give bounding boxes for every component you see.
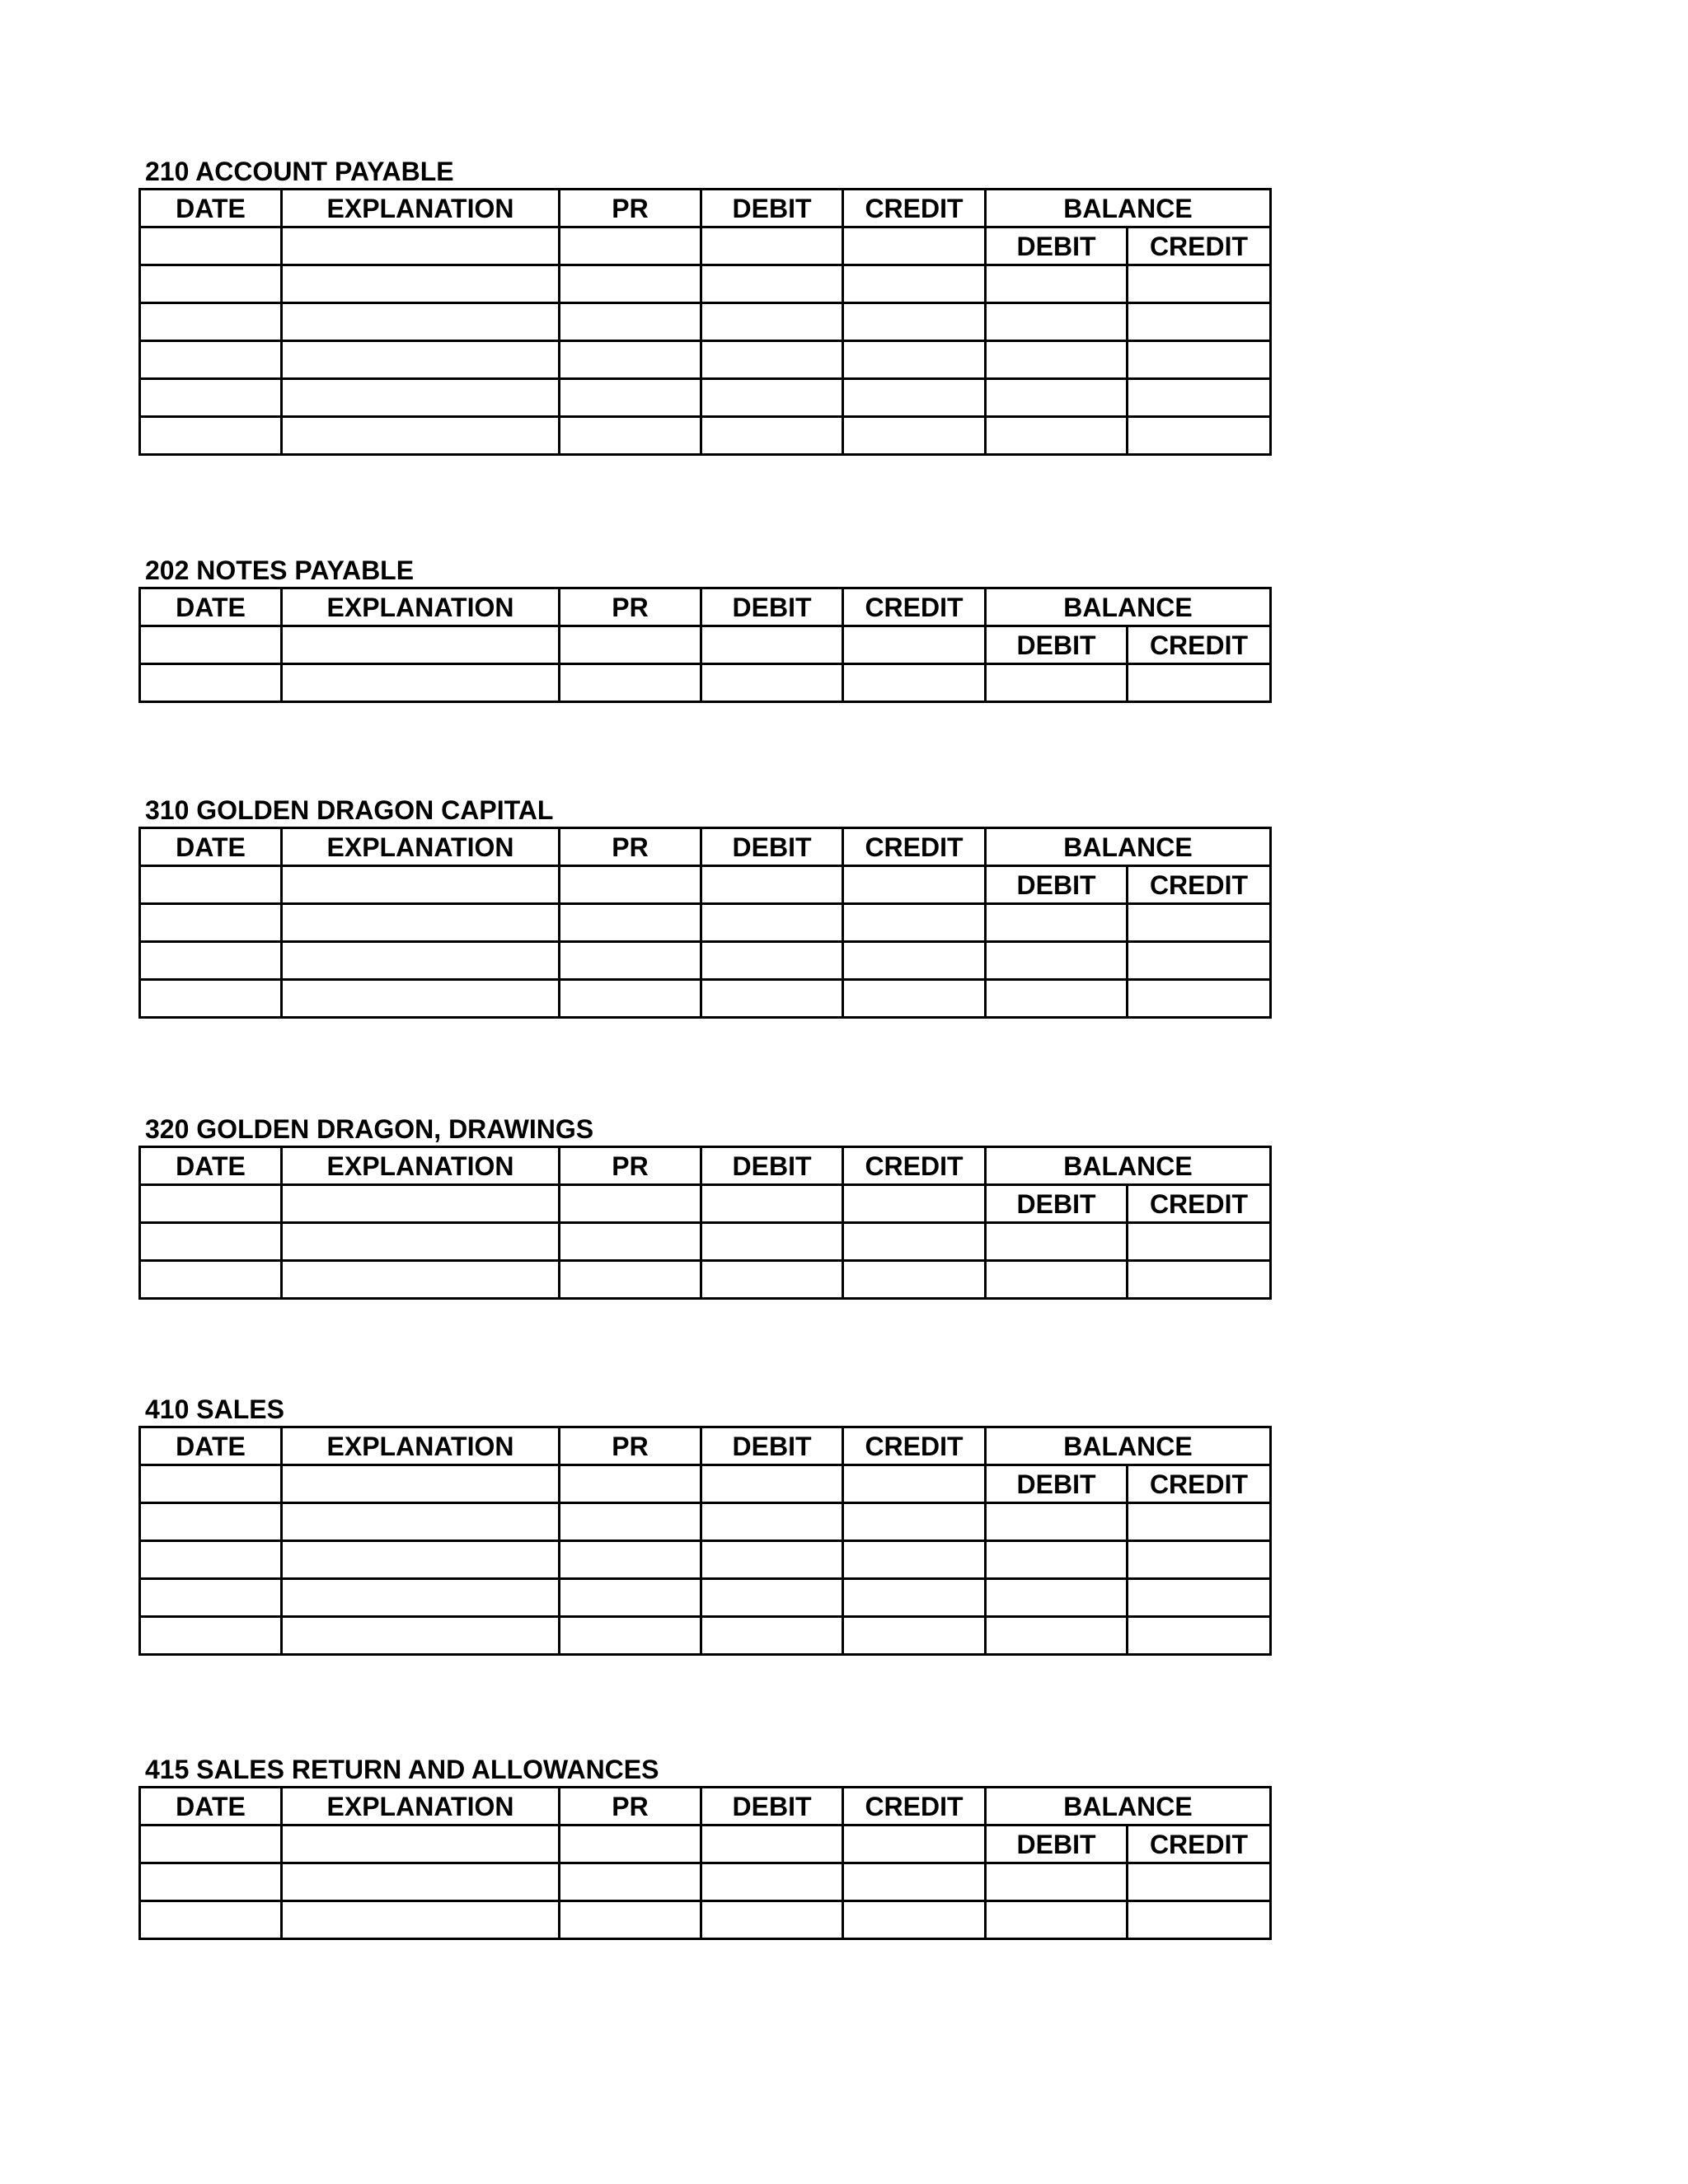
entry-cell[interactable] <box>843 341 986 379</box>
header-credit: CREDIT <box>843 1788 986 1825</box>
entry-cell[interactable] <box>701 1863 843 1901</box>
header-date: DATE <box>140 588 282 626</box>
entry-cell[interactable] <box>560 227 701 265</box>
ledger-account <box>138 1753 1269 1940</box>
subheader-row <box>140 1825 1271 1863</box>
table-row <box>140 303 1271 341</box>
ledger-table <box>138 587 1272 703</box>
entry-cell[interactable] <box>140 866 282 904</box>
ledger-table <box>138 1426 1272 1656</box>
header-balance-credit: CREDIT <box>1128 1185 1271 1223</box>
entry-cell[interactable] <box>986 417 1128 455</box>
entry-cell[interactable] <box>986 1579 1128 1617</box>
entry-cell[interactable] <box>140 1223 282 1261</box>
entry-cell[interactable] <box>140 664 282 702</box>
header-balance-debit: DEBIT <box>986 227 1128 265</box>
header-date: DATE <box>140 1788 282 1825</box>
entry-cell[interactable] <box>560 417 701 455</box>
entry-cell[interactable] <box>986 942 1128 980</box>
header-pr: PR <box>560 588 701 626</box>
entry-cell[interactable] <box>560 1223 701 1261</box>
header-row <box>140 1788 1271 1825</box>
subheader-row <box>140 626 1271 664</box>
entry-cell[interactable] <box>701 1617 843 1655</box>
entry-cell[interactable] <box>282 942 560 980</box>
ledger-title: 202 NOTES PAYABLE <box>145 555 415 585</box>
entry-cell[interactable] <box>560 1617 701 1655</box>
entry-cell[interactable] <box>986 1617 1128 1655</box>
entry-cell[interactable] <box>140 379 282 417</box>
header-explanation: EXPLANATION <box>282 1147 560 1185</box>
header-explanation: EXPLANATION <box>282 828 560 866</box>
entry-cell[interactable] <box>701 265 843 303</box>
entry-cell[interactable] <box>560 1261 701 1299</box>
header-balance-credit: CREDIT <box>1128 626 1271 664</box>
entry-cell[interactable] <box>701 1503 843 1541</box>
header-balance: BALANCE <box>986 1788 1271 1825</box>
entry-cell[interactable] <box>282 1503 560 1541</box>
entry-cell[interactable] <box>140 1617 282 1655</box>
ledger-account <box>138 1393 1269 1656</box>
entry-cell[interactable] <box>986 664 1128 702</box>
header-balance-credit: CREDIT <box>1128 866 1271 904</box>
entry-cell[interactable] <box>843 1185 986 1223</box>
entry-cell[interactable] <box>986 265 1128 303</box>
entry-cell[interactable] <box>843 265 986 303</box>
entry-cell[interactable] <box>701 626 843 664</box>
table-row <box>140 1223 1271 1261</box>
entry-cell[interactable] <box>843 379 986 417</box>
table-row <box>140 980 1271 1018</box>
entry-cell[interactable] <box>843 303 986 341</box>
entry-cell[interactable] <box>701 227 843 265</box>
entry-cell[interactable] <box>140 1465 282 1503</box>
entry-cell[interactable] <box>282 227 560 265</box>
entry-cell[interactable] <box>560 1901 701 1939</box>
entry-cell[interactable] <box>1128 942 1271 980</box>
header-balance-credit: CREDIT <box>1128 1825 1271 1863</box>
header-balance: BALANCE <box>986 588 1271 626</box>
entry-cell[interactable] <box>843 1901 986 1939</box>
entry-cell[interactable] <box>843 1863 986 1901</box>
entry-cell[interactable] <box>560 303 701 341</box>
entry-cell[interactable] <box>701 866 843 904</box>
entry-cell[interactable] <box>1128 1503 1271 1541</box>
header-row <box>140 588 1271 626</box>
ledger-account <box>138 554 1269 703</box>
header-date: DATE <box>140 1147 282 1185</box>
header-balance: BALANCE <box>986 828 1271 866</box>
ledger-title: 320 GOLDEN DRAGON, DRAWINGS <box>145 1114 594 1144</box>
entry-cell[interactable] <box>986 341 1128 379</box>
entry-cell[interactable] <box>560 341 701 379</box>
entry-cell[interactable] <box>843 1825 986 1863</box>
header-credit: CREDIT <box>843 828 986 866</box>
table-row <box>140 1541 1271 1579</box>
entry-cell[interactable] <box>282 904 560 942</box>
table-row <box>140 1617 1271 1655</box>
entry-cell[interactable] <box>843 1261 986 1299</box>
ledger-account <box>138 1113 1269 1300</box>
entry-cell[interactable] <box>701 1261 843 1299</box>
entry-cell[interactable] <box>282 417 560 455</box>
entry-cell[interactable] <box>140 942 282 980</box>
entry-cell[interactable] <box>701 1541 843 1579</box>
entry-cell[interactable] <box>843 626 986 664</box>
entry-cell[interactable] <box>140 227 282 265</box>
entry-cell[interactable] <box>282 980 560 1018</box>
entry-cell[interactable] <box>1128 1223 1271 1261</box>
header-credit: CREDIT <box>843 588 986 626</box>
ledger-account <box>138 155 1269 456</box>
table-row <box>140 341 1271 379</box>
header-debit: DEBIT <box>701 190 843 227</box>
entry-cell[interactable] <box>701 379 843 417</box>
entry-cell[interactable] <box>843 664 986 702</box>
entry-cell[interactable] <box>282 265 560 303</box>
entry-cell[interactable] <box>560 1863 701 1901</box>
header-balance-debit: DEBIT <box>986 866 1128 904</box>
entry-cell[interactable] <box>282 1579 560 1617</box>
entry-cell[interactable] <box>1128 1579 1271 1617</box>
entry-cell[interactable] <box>701 303 843 341</box>
entry-cell[interactable] <box>140 1185 282 1223</box>
entry-cell[interactable] <box>140 904 282 942</box>
entry-cell[interactable] <box>701 1901 843 1939</box>
entry-cell[interactable] <box>282 1825 560 1863</box>
ledger-title: 415 SALES RETURN AND ALLOWANCES <box>145 1755 659 1784</box>
entry-cell[interactable] <box>843 1465 986 1503</box>
entry-cell[interactable] <box>560 866 701 904</box>
entry-cell[interactable] <box>282 626 560 664</box>
ledger-title: 210 ACCOUNT PAYABLE <box>145 157 454 186</box>
subheader-row <box>140 1465 1271 1503</box>
ledger-account <box>138 794 1269 1019</box>
entry-cell[interactable] <box>140 1825 282 1863</box>
entry-cell[interactable] <box>1128 1261 1271 1299</box>
entry-cell[interactable] <box>560 664 701 702</box>
entry-cell[interactable] <box>140 1503 282 1541</box>
entry-cell[interactable] <box>282 303 560 341</box>
ledger-table <box>138 827 1272 1019</box>
entry-cell[interactable] <box>843 1579 986 1617</box>
entry-cell[interactable] <box>843 417 986 455</box>
entry-cell[interactable] <box>1128 1901 1271 1939</box>
entry-cell[interactable] <box>986 904 1128 942</box>
entry-cell[interactable] <box>282 379 560 417</box>
entry-cell[interactable] <box>701 1223 843 1261</box>
entry-cell[interactable] <box>986 1503 1128 1541</box>
table-row <box>140 417 1271 455</box>
entry-cell[interactable] <box>843 942 986 980</box>
entry-cell[interactable] <box>282 1261 560 1299</box>
entry-cell[interactable] <box>986 303 1128 341</box>
entry-cell[interactable] <box>1128 904 1271 942</box>
ledger-table <box>138 188 1272 456</box>
entry-cell[interactable] <box>282 1185 560 1223</box>
entry-cell[interactable] <box>282 1617 560 1655</box>
header-credit: CREDIT <box>843 190 986 227</box>
header-explanation: EXPLANATION <box>282 1788 560 1825</box>
entry-cell[interactable] <box>843 866 986 904</box>
entry-cell[interactable] <box>701 417 843 455</box>
entry-cell[interactable] <box>1128 265 1271 303</box>
entry-cell[interactable] <box>140 1863 282 1901</box>
header-balance-debit: DEBIT <box>986 1825 1128 1863</box>
entry-cell[interactable] <box>560 1185 701 1223</box>
header-debit: DEBIT <box>701 828 843 866</box>
subheader-row <box>140 1185 1271 1223</box>
header-explanation: EXPLANATION <box>282 1427 560 1465</box>
header-balance: BALANCE <box>986 1147 1271 1185</box>
header-balance-credit: CREDIT <box>1128 227 1271 265</box>
entry-cell[interactable] <box>1128 664 1271 702</box>
header-balance-credit: CREDIT <box>1128 1465 1271 1503</box>
entry-cell[interactable] <box>140 980 282 1018</box>
entry-cell[interactable] <box>282 1863 560 1901</box>
entry-cell[interactable] <box>701 1825 843 1863</box>
entry-cell[interactable] <box>140 417 282 455</box>
ledger-title: 310 GOLDEN DRAGON CAPITAL <box>145 795 554 825</box>
header-date: DATE <box>140 828 282 866</box>
entry-cell[interactable] <box>560 904 701 942</box>
entry-cell[interactable] <box>701 1579 843 1617</box>
header-balance-debit: DEBIT <box>986 1185 1128 1223</box>
header-row <box>140 828 1271 866</box>
entry-cell[interactable] <box>282 664 560 702</box>
entry-cell[interactable] <box>986 1863 1128 1901</box>
entry-cell[interactable] <box>1128 980 1271 1018</box>
entry-cell[interactable] <box>843 1223 986 1261</box>
header-debit: DEBIT <box>701 1147 843 1185</box>
entry-cell[interactable] <box>282 1223 560 1261</box>
entry-cell[interactable] <box>1128 417 1271 455</box>
entry-cell[interactable] <box>843 227 986 265</box>
entry-cell[interactable] <box>140 626 282 664</box>
entry-cell[interactable] <box>560 942 701 980</box>
header-row <box>140 1427 1271 1465</box>
entry-cell[interactable] <box>140 1579 282 1617</box>
entry-cell[interactable] <box>1128 1863 1271 1901</box>
header-pr: PR <box>560 1147 701 1185</box>
entry-cell[interactable] <box>843 904 986 942</box>
entry-cell[interactable] <box>986 1223 1128 1261</box>
table-row <box>140 1863 1271 1901</box>
entry-cell[interactable] <box>701 341 843 379</box>
ledger-table <box>138 1146 1272 1300</box>
entry-cell[interactable] <box>1128 1617 1271 1655</box>
header-pr: PR <box>560 190 701 227</box>
table-row <box>140 942 1271 980</box>
table-row <box>140 265 1271 303</box>
entry-cell[interactable] <box>986 980 1128 1018</box>
entry-cell[interactable] <box>140 265 282 303</box>
entry-cell[interactable] <box>701 1185 843 1223</box>
entry-cell[interactable] <box>843 1503 986 1541</box>
header-debit: DEBIT <box>701 1427 843 1465</box>
header-credit: CREDIT <box>843 1147 986 1185</box>
header-pr: PR <box>560 1427 701 1465</box>
header-date: DATE <box>140 190 282 227</box>
entry-cell[interactable] <box>560 1825 701 1863</box>
subheader-row <box>140 866 1271 904</box>
header-credit: CREDIT <box>843 1427 986 1465</box>
entry-cell[interactable] <box>701 980 843 1018</box>
header-balance-debit: DEBIT <box>986 626 1128 664</box>
entry-cell[interactable] <box>560 265 701 303</box>
header-explanation: EXPLANATION <box>282 588 560 626</box>
entry-cell[interactable] <box>140 1541 282 1579</box>
entry-cell[interactable] <box>1128 341 1271 379</box>
header-pr: PR <box>560 1788 701 1825</box>
entry-cell[interactable] <box>282 1901 560 1939</box>
header-balance-debit: DEBIT <box>986 1465 1128 1503</box>
entry-cell[interactable] <box>282 1541 560 1579</box>
entry-cell[interactable] <box>140 341 282 379</box>
subheader-row <box>140 227 1271 265</box>
entry-cell[interactable] <box>282 341 560 379</box>
header-balance: BALANCE <box>986 190 1271 227</box>
header-balance: BALANCE <box>986 1427 1271 1465</box>
header-row <box>140 190 1271 227</box>
entry-cell[interactable] <box>560 1465 701 1503</box>
entry-cell[interactable] <box>843 1617 986 1655</box>
table-row <box>140 1579 1271 1617</box>
header-debit: DEBIT <box>701 1788 843 1825</box>
ledger-title: 410 SALES <box>145 1394 284 1424</box>
entry-cell[interactable] <box>1128 379 1271 417</box>
entry-cell[interactable] <box>986 1541 1128 1579</box>
entry-cell[interactable] <box>986 1901 1128 1939</box>
header-date: DATE <box>140 1427 282 1465</box>
entry-cell[interactable] <box>843 980 986 1018</box>
header-debit: DEBIT <box>701 588 843 626</box>
entry-cell[interactable] <box>140 1901 282 1939</box>
entry-cell[interactable] <box>701 1465 843 1503</box>
entry-cell[interactable] <box>1128 1541 1271 1579</box>
entry-cell[interactable] <box>140 303 282 341</box>
table-row <box>140 379 1271 417</box>
entry-cell[interactable] <box>560 626 701 664</box>
entry-cell[interactable] <box>986 1261 1128 1299</box>
header-pr: PR <box>560 828 701 866</box>
header-row <box>140 1147 1271 1185</box>
entry-cell[interactable] <box>843 1541 986 1579</box>
entry-cell[interactable] <box>1128 303 1271 341</box>
entry-cell[interactable] <box>560 980 701 1018</box>
entry-cell[interactable] <box>986 379 1128 417</box>
entry-cell[interactable] <box>560 1541 701 1579</box>
table-row <box>140 904 1271 942</box>
entry-cell[interactable] <box>282 1465 560 1503</box>
entry-cell[interactable] <box>701 664 843 702</box>
table-row <box>140 664 1271 702</box>
entry-cell[interactable] <box>701 942 843 980</box>
entry-cell[interactable] <box>282 866 560 904</box>
table-row <box>140 1503 1271 1541</box>
entry-cell[interactable] <box>701 904 843 942</box>
table-row <box>140 1901 1271 1939</box>
header-explanation: EXPLANATION <box>282 190 560 227</box>
entry-cell[interactable] <box>560 1579 701 1617</box>
entry-cell[interactable] <box>140 1261 282 1299</box>
ledger-table <box>138 1786 1272 1940</box>
table-row <box>140 1261 1271 1299</box>
entry-cell[interactable] <box>560 379 701 417</box>
entry-cell[interactable] <box>560 1503 701 1541</box>
